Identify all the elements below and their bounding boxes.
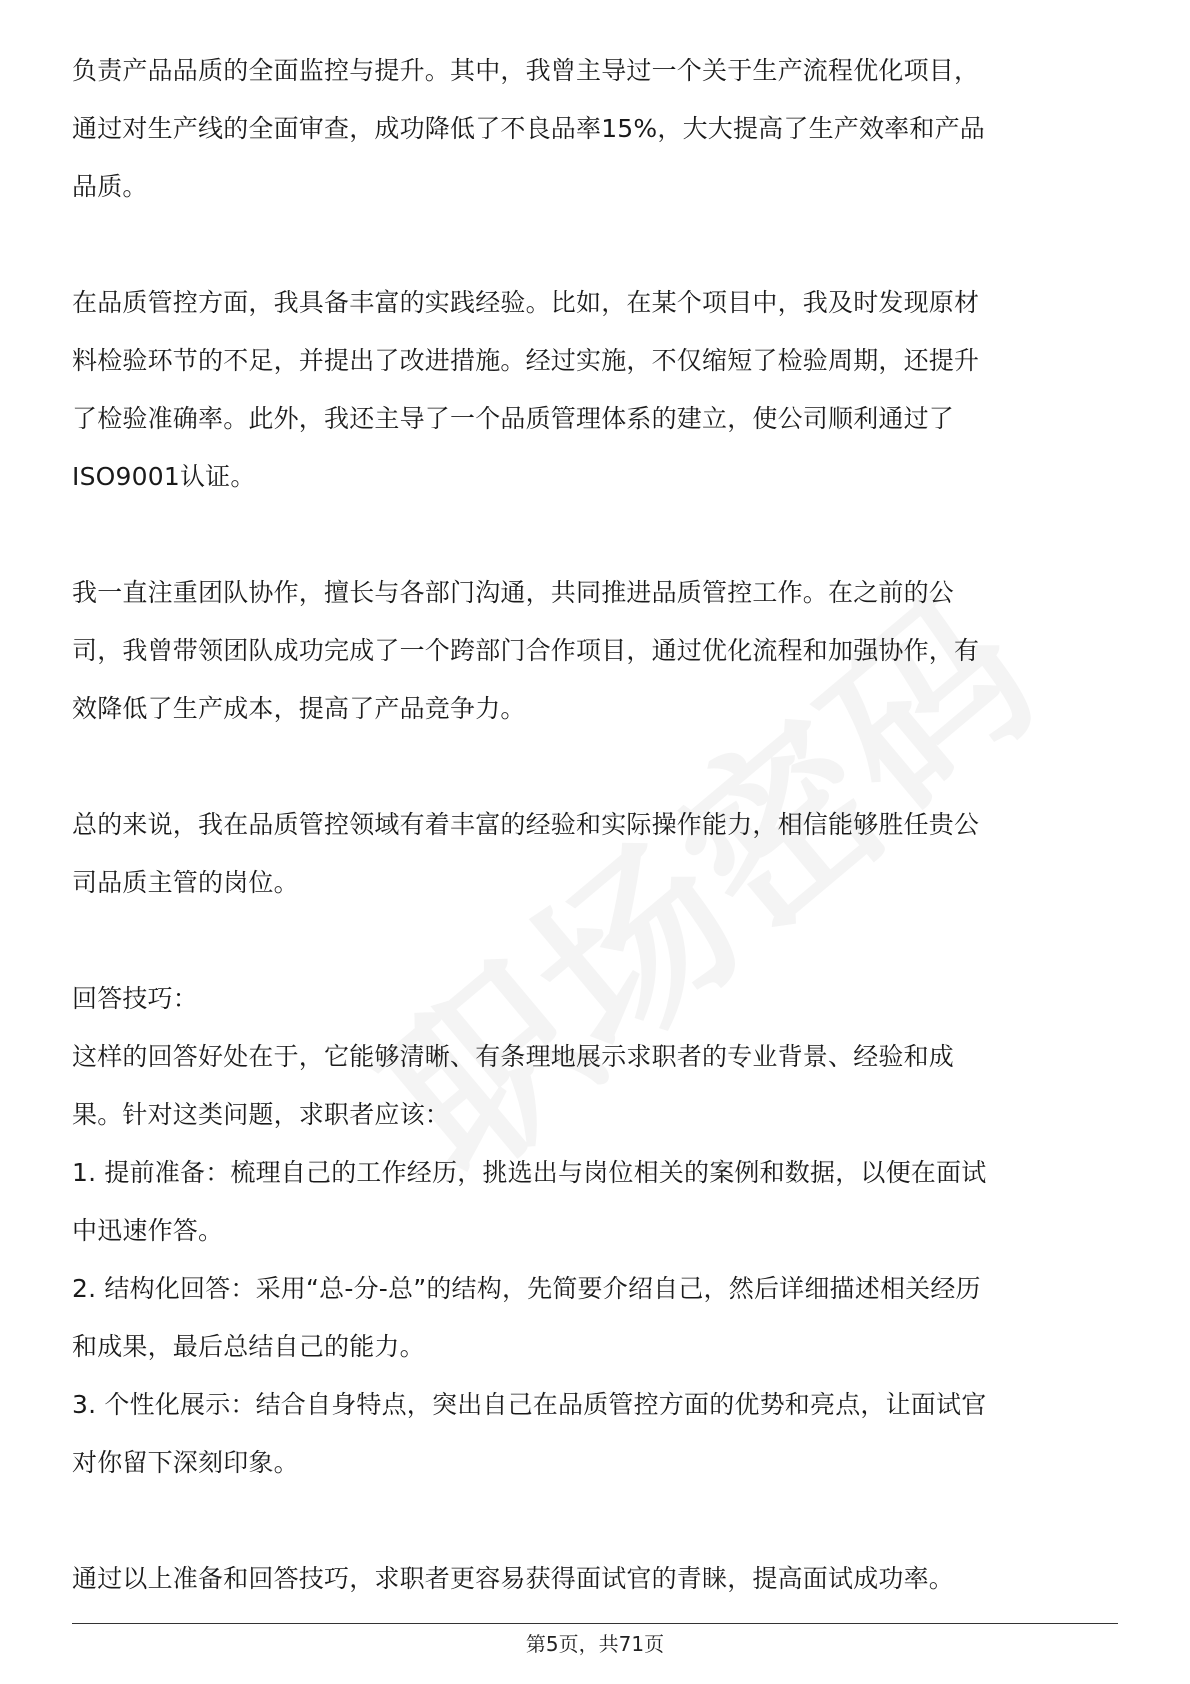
footer-divider	[72, 1623, 1118, 1624]
paragraph-2	[72, 274, 1118, 506]
text-line: 对你留下深刻印象。	[72, 1448, 299, 1477]
paragraph-3	[72, 564, 1118, 738]
text-line: 中迅速作答。	[72, 1216, 224, 1245]
text-line: 在品质管控方面，我具备丰富的实践经验。比如，在某个项目中，我及时发现原材	[72, 288, 980, 317]
text-line: 负责产品品质的全面监控与提升。其中，我曾主导过一个关于生产流程优化项目，	[72, 56, 980, 85]
text-line: 果。针对这类问题，求职者应该：	[72, 1100, 451, 1129]
paragraph-1	[72, 42, 1118, 216]
text-line: 司品质主管的岗位。	[72, 868, 299, 897]
text-line: 司，我曾带领团队成功完成了一个跨部门合作项目，通过优化流程和加强协作，有	[72, 636, 980, 665]
text-line: ISO9001认证。	[72, 462, 256, 491]
text-line: 通过对生产线的全面审查，成功降低了不良品率15%，大大提高了生产效率和产品	[72, 114, 985, 143]
tip-item: 2. 结构化回答：采用“总-分-总”的结构，先简要介绍自己，然后详细描述相关经历	[72, 1274, 981, 1303]
text-line: 品质。	[72, 172, 148, 201]
text-line: 效降低了生产成本，提高了产品竞争力。	[72, 694, 526, 723]
text-line: 了检验准确率。此外，我还主导了一个品质管理体系的建立，使公司顺利通过了	[72, 404, 955, 433]
text-line: 这样的回答好处在于，它能够清晰、有条理地展示求职者的专业背景、经验和成	[72, 1042, 955, 1071]
closing-paragraph: 通过以上准备和回答技巧，求职者更容易获得面试官的青睐，提高面试成功率。	[72, 1564, 955, 1593]
text-line: 和成果，最后总结自己的能力。	[72, 1332, 425, 1361]
tips-section	[72, 970, 1118, 1492]
text-line: 料检验环节的不足，并提出了改进措施。经过实施，不仅缩短了检验周期，还提升	[72, 346, 980, 375]
document-body	[72, 42, 1118, 1608]
page-number: 第5页，共71页	[525, 1632, 665, 1656]
text-line: 总的来说，我在品质管控领域有着丰富的经验和实际操作能力，相信能够胜任贵公	[72, 810, 980, 839]
tips-heading: 回答技巧：	[72, 984, 199, 1013]
tip-item: 3. 个性化展示：结合自身特点，突出自己在品质管控方面的优势和亮点，让面试官	[72, 1390, 987, 1419]
paragraph-4	[72, 796, 1118, 912]
tip-item: 1. 提前准备：梳理自己的工作经历，挑选出与岗位相关的案例和数据，以便在面试	[72, 1158, 987, 1187]
text-line: 我一直注重团队协作，擅长与各部门沟通，共同推进品质管控工作。在之前的公	[72, 578, 955, 607]
